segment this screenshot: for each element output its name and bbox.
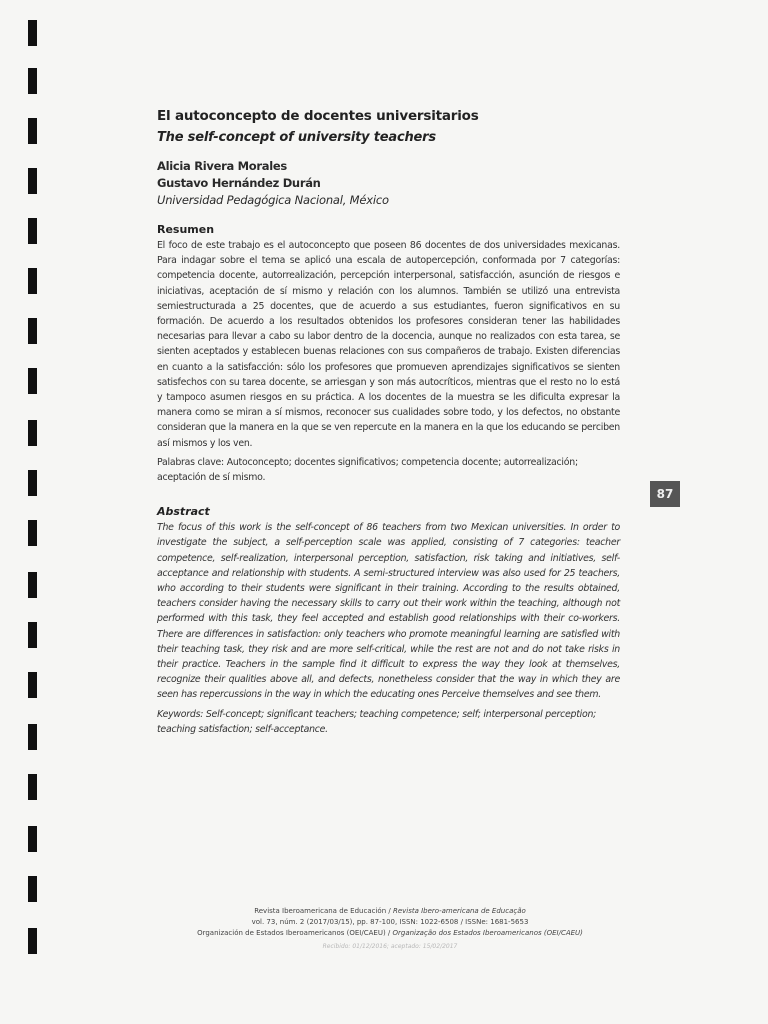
keywords: Keywords: Self-concept; significant teachers; teaching competence; self; interpersonal perception; teaching satisfaction; self-acceptance. <box>157 708 597 735</box>
binding-hole <box>28 520 37 546</box>
footer-journal-name-pt: Revista Ibero-americana de Educação <box>392 907 526 915</box>
binding-hole <box>28 928 37 954</box>
author-name: Gustavo Hernández Durán <box>157 176 321 190</box>
binding-hole <box>28 118 37 144</box>
binding-hole <box>28 68 37 94</box>
binding-hole <box>28 774 37 800</box>
article-content <box>157 108 620 737</box>
binding-hole <box>28 168 37 194</box>
resumen-text: El foco de este trabajo es el autoconcepto que poseen 86 docentes de dos universidades mexicanas. Para indagar sobre el tema se aplicó una escala de autopercepción, conformada por 7 categorías: competencia docente, autorrealización, percepción interpersonal, satisfacción, asunción de riesgos e iniciativas, aceptación de sí mismo y relación con los alumnos. También se utilizó una entrevista semiestructurada a 25 docentes, que de acuerdo a sus estudiantes, fueron significativos en su formación. De acuerdo a los resultados obtenidos los profesores consideran tener las habilidades necesarias para llevar a cabo su labor dentro de la docencia, aunque no realizados con esta tarea, se sienten aceptados y establecen buenas relaciones con sus compañeros de trabajo. Existen diferencias en cuanto a la satisfacción: sólo los profesores que promueven aprendizajes significativos se sienten satisfechos con su tarea docente, se arriesgan y son más autocríticos, mientras que el resto no lo está y tampoco asumen riesgos en su práctica. A los docentes de la muestra se les dificulta expresar la manera como se miran a sí mismos, reconocer sus cualidades sobre todo, y los defectos, no obstante consideran que la manera en la que se ven repercute en la manera en la que los educando se perciben así mismos y los ven. <box>157 240 620 449</box>
binding-hole <box>28 470 37 496</box>
abstract-heading: Abstract <box>157 505 210 519</box>
binding-hole <box>28 318 37 344</box>
binding-hole <box>28 368 37 394</box>
footer-org-line <box>180 928 600 939</box>
page-number: 87 <box>650 481 680 507</box>
binding-hole <box>28 572 37 598</box>
author-name: Alicia Rivera Morales <box>157 159 287 173</box>
footer-org-name-pt: Organização dos Estados Iberoamericanos (OEI/CAEU) <box>392 929 583 937</box>
footer-org-name: Organización de Estados Iberoamericanos (OEI/CAEU) / <box>197 929 393 937</box>
binding-hole <box>28 724 37 750</box>
abstract-text: The focus of this work is the self-concept of 86 teachers from two Mexican universities. In order to investigate the subject, a self-perception scale was applied, consisting of 7 categories: teacher competence, self-realization, interpersonal perception, satisfaction, risk taking and initiatives, self-acceptance and relationship with students. A semi-structured interview was also used for 25 teachers, who according to their students were significant in their training. According to the results obtained, teachers consider having the necessary skills to carry out their work within the teaching, although not performed with this task, they feel accepted and establish good relationships with their co-workers. There are differences in satisfaction: only teachers who promote meaningful learning are satisfied with their teaching task, they risk and are more self-critical, while the rest are not and do not take risks in their practice. Teachers in the sample find it difficult to express the way they look at themselves, recognize their qualities above all, and defects, nonetheless consider that the way in which they are seen has repercussions in the way in which the educating ones Perceive themselves and see them. <box>157 522 620 701</box>
binding-hole <box>28 420 37 446</box>
resumen-heading: Resumen <box>157 223 215 236</box>
binding-hole <box>28 20 37 46</box>
author-block <box>157 159 620 207</box>
binding-hole <box>28 826 37 852</box>
footer-journal-line <box>180 906 600 917</box>
binding-hole <box>28 268 37 294</box>
binding-hole <box>28 876 37 902</box>
palabras-clave: Palabras clave: Autoconcepto; docentes significativos; competencia docente; autorrealización; aceptación de sí mismo. <box>157 456 578 484</box>
footer-journal-name: Revista Iberoamericana de Educación / <box>254 907 393 915</box>
binding-hole <box>28 218 37 244</box>
footer-issue-line: vol. 73, núm. 2 (2017/03/15), pp. 87-100, ISSN: 1022-6508 / ISSNe: 1681-5653 <box>251 918 529 926</box>
binding-hole <box>28 622 37 648</box>
footer-received-line: Recibido: 01/12/2016; aceptado: 15/02/2017 <box>322 943 458 950</box>
binding-hole <box>28 672 37 698</box>
author-affiliation: Universidad Pedagógica Nacional, México <box>157 193 389 207</box>
journal-footer <box>180 906 600 952</box>
article-title-english: The self-concept of university teachers <box>157 130 436 145</box>
article-title-spanish: El autoconcepto de docentes universitarios <box>157 108 479 124</box>
